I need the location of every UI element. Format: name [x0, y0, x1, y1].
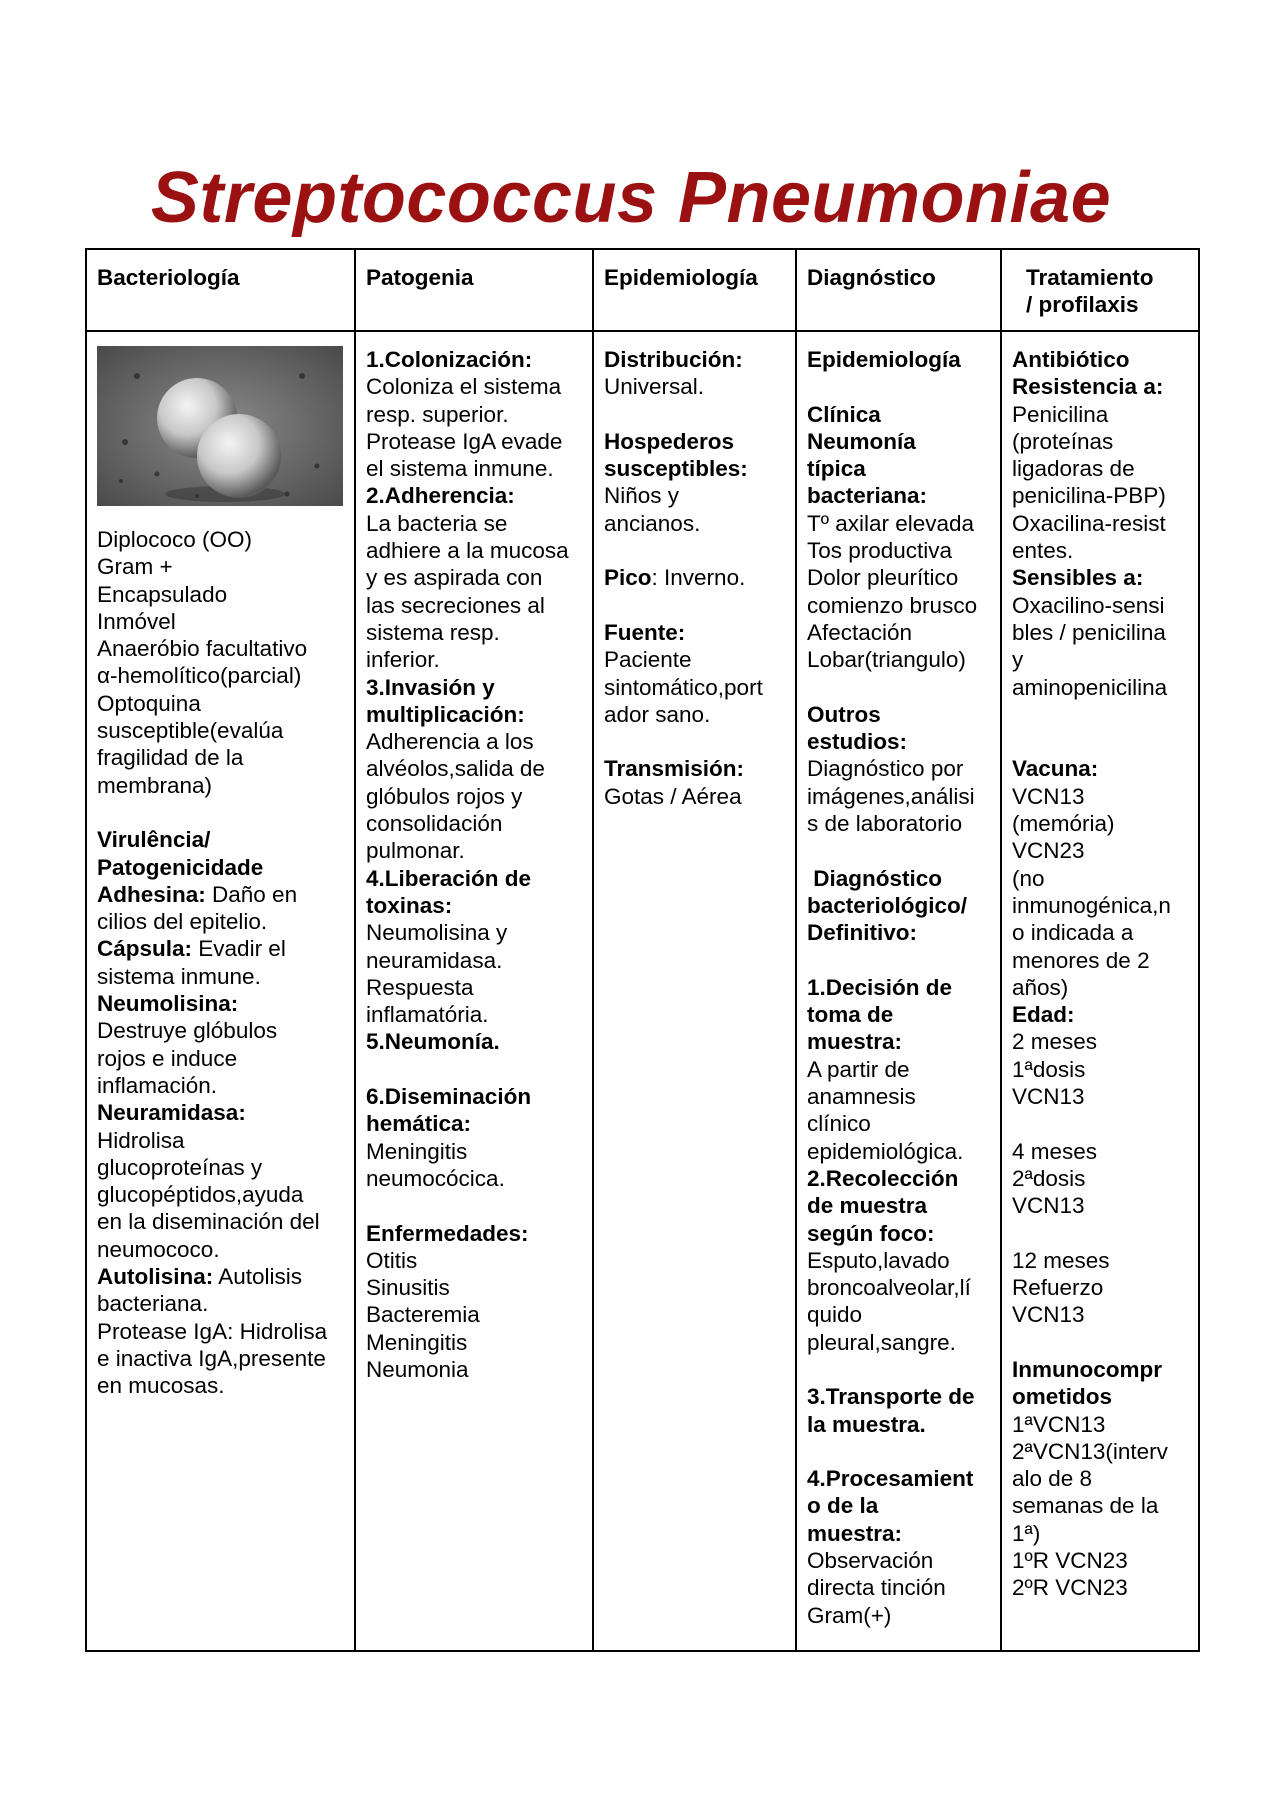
antibiotic-value: ligadoras de: [1012, 456, 1135, 482]
neumolisina-label: Neumolisina:: [97, 991, 239, 1017]
cell-bacteriologia: [86, 331, 355, 1651]
vaccine-value: VCN23: [1012, 838, 1085, 864]
hosts-value: ancianos.: [604, 510, 701, 536]
immunocompromised-value: 1ªVCN13: [1012, 1411, 1106, 1437]
diag-step-title: muestra:: [807, 1520, 903, 1546]
info-table: [85, 248, 1200, 1652]
capsula-line: [97, 935, 344, 962]
neuramidasa-text: glucoproteínas y: [97, 1154, 263, 1180]
step-text: Adherencia a los: [366, 729, 534, 755]
diag-step-text: pleural,sangre.: [807, 1329, 956, 1355]
step-text: resp. superior.: [366, 401, 509, 427]
trait-line: α-hemolítico(parcial): [97, 663, 302, 689]
diag-step-text: broncoalveolar,lí: [807, 1275, 971, 1301]
trait-line: Optoquina: [97, 690, 201, 716]
antibiotic-label: Resistencia a:: [1012, 374, 1164, 400]
diag-step-title: la muestra.: [807, 1411, 926, 1437]
immunocompromised-label: Inmunocompr: [1012, 1356, 1162, 1382]
hosts-value: Niños y: [604, 483, 680, 509]
step-title: 5.Neumonía.: [366, 1029, 500, 1055]
age-value: VCN13: [1012, 1084, 1085, 1110]
protease-text: en mucosas.: [97, 1373, 225, 1399]
capsula-label: Cápsula:: [97, 936, 193, 962]
step-text: Respuesta: [366, 974, 474, 1000]
hosts-label: Hospederos: [604, 428, 735, 454]
neuramidasa-label: Neuramidasa:: [97, 1100, 246, 1126]
adhesina-text: cilios del epitelio.: [97, 909, 268, 935]
content-row: [86, 331, 1199, 1651]
sensitive-value: Oxacilino-sensi: [1012, 592, 1165, 618]
vaccine-value: o indicada a: [1012, 920, 1134, 946]
immunocompromised-label: ometidos: [1012, 1384, 1113, 1410]
header-bacteriologia: Bacteriología: [86, 249, 355, 331]
capsula-text: sistema inmune.: [97, 963, 261, 989]
source-value: Paciente: [604, 647, 692, 673]
step-text: y es aspirada con: [366, 565, 543, 591]
antibiotic-value: entes.: [1012, 538, 1074, 564]
immunocompromised-value: 1ºR VCN23: [1012, 1548, 1128, 1574]
sensitive-value: bles / penicilina: [1012, 619, 1166, 645]
step-text: neumocócica.: [366, 1165, 505, 1191]
age-value: VCN13: [1012, 1193, 1085, 1219]
immunocompromised-value: alo de 8: [1012, 1466, 1093, 1492]
vaccine-value: (no: [1012, 865, 1045, 891]
clinical-label: Clínica: [807, 401, 881, 427]
immunocompromised-value: 1ª): [1012, 1520, 1041, 1546]
vaccine-value: inmunogénica,n: [1012, 892, 1171, 918]
diag-step-text: Observación: [807, 1548, 934, 1574]
step-text: La bacteria se: [366, 510, 508, 536]
step-text: las secreciones al: [366, 592, 545, 618]
step-title: hemática:: [366, 1111, 472, 1137]
other-studies-value: s de laboratorio: [807, 811, 963, 837]
other-studies-label: Outros: [807, 701, 881, 727]
header-tratamiento-line1: Tratamiento: [1026, 265, 1154, 290]
header-tratamiento: [1001, 249, 1199, 331]
bacteriological-label: Definitivo:: [807, 920, 917, 946]
adhesina-line: [97, 881, 344, 908]
bacteriological-label: bacteriológico/: [807, 892, 968, 918]
step-text: sistema resp.: [366, 619, 500, 645]
clinical-value: Tº axilar elevada: [807, 510, 975, 536]
source-label: Fuente:: [604, 619, 686, 645]
clinical-label: bacteriana:: [807, 483, 928, 509]
disease-item: Sinusitis: [366, 1275, 450, 1301]
cell-diagnostico: [796, 331, 1001, 1651]
diag-step-title: 2.Recolección: [807, 1165, 959, 1191]
immunocompromised-value: 2ºR VCN23: [1012, 1575, 1128, 1601]
step-title: 2.Adherencia:: [366, 483, 515, 509]
antibiotic-value: Penicilina: [1012, 401, 1109, 427]
diag-step-title: 3.Transporte de: [807, 1384, 975, 1410]
neuramidasa-text: glucopéptidos,ayuda: [97, 1182, 304, 1208]
antibiotic-label: Antibiótico: [1012, 347, 1130, 372]
header-patogenia: Patogenia: [355, 249, 593, 331]
age-value: 1ªdosis: [1012, 1056, 1086, 1082]
step-text: Meningitis: [366, 1138, 468, 1164]
source-value: ador sano.: [604, 701, 711, 727]
transmission-label: Transmisión:: [604, 756, 745, 782]
other-studies-value: imágenes,análisi: [807, 783, 975, 809]
trait-line: susceptible(evalúa: [97, 718, 284, 744]
diag-step-text: anamnesis: [807, 1084, 916, 1110]
neumolisina-text: inflamación.: [97, 1072, 218, 1098]
other-studies-value: Diagnóstico por: [807, 756, 964, 782]
immunocompromised-value: semanas de la: [1012, 1493, 1159, 1519]
virulence-heading: Patogenicidade: [97, 854, 264, 880]
clinical-value: Afectación: [807, 619, 913, 645]
adhesina-text: Daño en: [205, 881, 298, 907]
age-value: VCN13: [1012, 1302, 1085, 1328]
sensitive-label: Sensibles a:: [1012, 565, 1144, 591]
disease-item: Neumonia: [366, 1356, 469, 1382]
age-label: Edad:: [1012, 1002, 1075, 1028]
immunocompromised-value: 2ªVCN13(interv: [1012, 1438, 1168, 1464]
neuramidasa-text: neumococo.: [97, 1236, 220, 1262]
document-title: Streptococcus Pneumoniae: [150, 158, 1112, 238]
antibiotic-value: (proteínas: [1012, 428, 1114, 454]
clinical-value: comienzo brusco: [807, 592, 978, 618]
step-title: 6.Diseminación: [366, 1084, 532, 1110]
step-text: adhiere a la mucosa: [366, 538, 569, 564]
autolisina-label: Autolisina:: [97, 1264, 214, 1290]
cell-tratamiento: [1001, 331, 1199, 1651]
neumolisina-text: rojos e induce: [97, 1045, 238, 1071]
adhesina-label: Adhesina:: [97, 881, 206, 907]
age-value: 12 meses: [1012, 1247, 1110, 1273]
age-value: Refuerzo: [1012, 1275, 1104, 1301]
autolisina-line: [97, 1263, 344, 1290]
bacteriological-label: Diagnóstico: [807, 865, 943, 891]
distribution-label: Distribución:: [604, 347, 743, 372]
source-value: sintomático,port: [604, 674, 763, 700]
disease-item: Otitis: [366, 1247, 418, 1273]
virulence-heading: Virulência/: [97, 827, 211, 853]
trait-line: Diplococo (OO): [97, 527, 253, 552]
step-title: 4.Liberación de: [366, 865, 532, 891]
other-studies-label: estudios:: [807, 729, 908, 755]
sensitive-value: y: [1012, 647, 1024, 673]
clinical-value: Lobar(triangulo): [807, 647, 966, 673]
age-value: 2 meses: [1012, 1029, 1098, 1055]
vaccine-value: años): [1012, 974, 1069, 1000]
clinical-value: Tos productiva: [807, 538, 953, 564]
peak-label: Pico: [604, 565, 652, 591]
sensitive-value: aminopenicilina: [1012, 674, 1168, 700]
antibiotic-value: Oxacilina-resist: [1012, 510, 1166, 536]
capsula-text: Evadir el: [192, 936, 286, 962]
step-title: multiplicación:: [366, 701, 525, 727]
diag-step-text: epidemiológica.: [807, 1138, 964, 1164]
header-tratamiento-line2: / profilaxis: [1026, 292, 1139, 318]
clinical-value: Dolor pleurítico: [807, 565, 959, 591]
diag-step-text: clínico: [807, 1111, 871, 1137]
diag-step-title: 1.Decisión de: [807, 974, 953, 1000]
trait-line: fragilidad de la: [97, 745, 244, 771]
diag-step-title: o de la: [807, 1493, 879, 1519]
cell-epidemiologia: [593, 331, 796, 1651]
clinical-label: típica: [807, 456, 866, 482]
step-text: consolidación: [366, 811, 503, 837]
vaccine-value: (memória): [1012, 811, 1115, 837]
trait-line: Encapsulado: [97, 581, 228, 607]
vaccine-value: VCN13: [1012, 783, 1085, 809]
protease-text: Protease IgA: Hidrolisa: [97, 1318, 328, 1344]
disease-item: Bacteremia: [366, 1302, 480, 1328]
diplococcus-micrograph: [97, 346, 343, 506]
diag-step-text: A partir de: [807, 1056, 910, 1082]
diag-step-text: quido: [807, 1302, 863, 1328]
diag-step-title: según foco:: [807, 1220, 935, 1246]
diag-step-text: directa tinción: [807, 1575, 946, 1601]
peak-value: : Inverno.: [651, 565, 746, 591]
diag-epi-label: Epidemiología: [807, 347, 961, 372]
neumolisina-text: Destruye glóbulos: [97, 1018, 278, 1044]
autolisina-text: Autolisis: [213, 1264, 303, 1290]
neuramidasa-text: Hidrolisa: [97, 1127, 185, 1153]
step-text: glóbulos rojos y: [366, 783, 523, 809]
protease-text: e inactiva IgA,presente: [97, 1345, 326, 1371]
step-text: pulmonar.: [366, 838, 465, 864]
antibiotic-value: penicilina-PBP): [1012, 483, 1166, 509]
diseases-title: Enfermedades:: [366, 1220, 529, 1246]
step-text: inferior.: [366, 647, 440, 673]
diag-step-title: muestra:: [807, 1029, 903, 1055]
step-text: Protease IgA evade: [366, 428, 563, 454]
step-title: toxinas:: [366, 892, 453, 918]
diag-step-title: toma de: [807, 1002, 894, 1028]
trait-line: Gram +: [97, 554, 173, 580]
transmission-value: Gotas / Aérea: [604, 783, 742, 809]
step-title: 3.Invasión y: [366, 674, 495, 700]
trait-line: Inmóvel: [97, 608, 176, 634]
clinical-label: Neumonía: [807, 428, 916, 454]
vaccine-label: Vacuna:: [1012, 756, 1099, 782]
diag-step-title: de muestra: [807, 1193, 928, 1219]
age-value: 2ªdosis: [1012, 1165, 1086, 1191]
vaccine-value: menores de 2: [1012, 947, 1150, 973]
step-text: inflamatória.: [366, 1002, 489, 1028]
step-text: alvéolos,salida de: [366, 756, 545, 782]
trait-line: Anaeróbio facultativo: [97, 636, 308, 662]
diag-step-text: Esputo,lavado: [807, 1247, 950, 1273]
header-diagnostico: Diagnóstico: [796, 249, 1001, 331]
trait-line: membrana): [97, 772, 213, 798]
step-text: neuramidasa.: [366, 947, 503, 973]
diag-step-text: Gram(+): [807, 1602, 892, 1628]
age-value: 4 meses: [1012, 1138, 1098, 1164]
hosts-label: susceptibles:: [604, 456, 748, 482]
header-row: [86, 249, 1199, 331]
step-text: Neumolisina y: [366, 920, 508, 946]
step-title: 1.Colonización:: [366, 347, 533, 372]
cell-patogenia: [355, 331, 593, 1651]
autolisina-text: bacteriana.: [97, 1291, 209, 1317]
step-text: Coloniza el sistema: [366, 374, 562, 400]
diag-step-title: 4.Procesamient: [807, 1466, 974, 1492]
distribution-value: Universal.: [604, 374, 705, 400]
peak-line: [604, 564, 785, 591]
header-epidemiologia: Epidemiología: [593, 249, 796, 331]
disease-item: Meningitis: [366, 1329, 468, 1355]
step-text: el sistema inmune.: [366, 456, 554, 482]
neuramidasa-text: en la diseminación del: [97, 1209, 320, 1235]
